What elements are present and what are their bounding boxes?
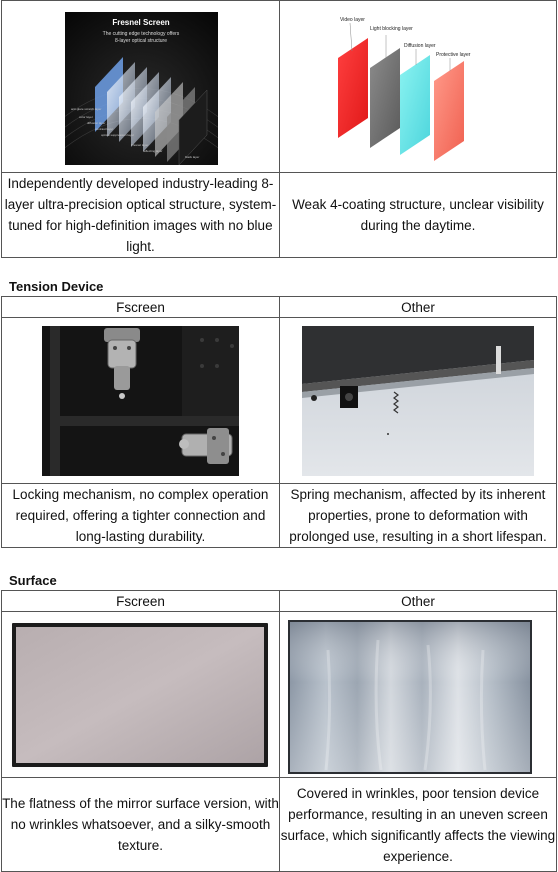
fresnel-layer-label: Fresnel layer [131,143,149,147]
tension-device-heading: Tension Device [9,279,104,294]
surface-fscreen-text: The flatness of the mirror surface version, with no wrinkles whatsoever, and a silky-smooth texture. [2,778,280,872]
tension-other-text: Spring mechanism, affected by its inherent properties, prone to deformation with prolonged use, resulting in a short lifespan. [280,484,557,548]
surface-other-text: Covered in wrinkles, poor tension device performance, resulting in an uneven screen surface, which significantly affects the viewing experience. [280,778,557,872]
fresnel-subtitle-1: The cutting edge technology offers [102,31,180,37]
video-layer-panel [338,38,368,138]
locking-mechanism-photo [42,326,239,476]
fresnel-layer-label: diffusion layer [87,121,106,125]
diffusion-layer-label: Diffusion layer [404,43,436,49]
video-layer-label: Video layer [340,17,365,23]
diffusion-layer-panel [400,55,430,155]
fresnel-subtitle-2: 8-layer optical structure [115,38,167,44]
light-blocking-layer-label: Light blocking layer [370,26,413,32]
wrinkled-screen-photo [288,620,532,774]
fresnel-layer-label: black layer [185,155,200,159]
protective-layer-label: Protective layer [436,52,471,58]
fresnel-image-cell [2,1,280,173]
tension-fscreen-text: Locking mechanism, no complex operation required, offering a tighter connection and long-lasting durability. [2,484,280,548]
surface-fscreen-image-cell [2,612,280,778]
surface-fscreen-header: Fscreen [2,591,280,612]
protective-layer-panel [434,61,464,161]
fresnel-layer-label: anti-glare scratch layer [71,107,102,111]
surface-heading: Surface [9,573,57,588]
four-layer-diagram [330,13,510,163]
other-structure-text: Weak 4-coating structure, unclear visibility during the daytime. [280,173,557,258]
light-blocking-layer-panel [370,48,400,148]
flat-screen-photo [10,620,270,770]
fresnel-title: Fresnel Screen [112,18,170,27]
tension-other-image-cell [280,318,557,484]
layers-image-cell [280,1,557,173]
surface-comparison-table [1,590,557,872]
tension-fscreen-header: Fscreen [2,297,280,318]
fresnel-layer-label: color layer [79,115,93,119]
fresnel-layer-label: contrast layer [95,127,114,131]
surface-other-header: Other [280,591,557,612]
fresnel-screen-image [65,12,218,165]
structure-comparison-table [1,0,557,258]
fresnel-layer-label: optical suppression layer [101,133,135,137]
tension-fscreen-image-cell [2,318,280,484]
fscreen-structure-text: Independently developed industry-leading 8-layer ultra-precision optical structure, system-tuned for high-definition images with no blue light. [2,173,280,258]
tension-other-header: Other [280,297,557,318]
surface-other-image-cell [280,612,557,778]
fresnel-layer-label: reflecting layer [143,149,163,153]
tension-comparison-table [1,296,557,548]
spring-mechanism-photo [302,326,534,476]
